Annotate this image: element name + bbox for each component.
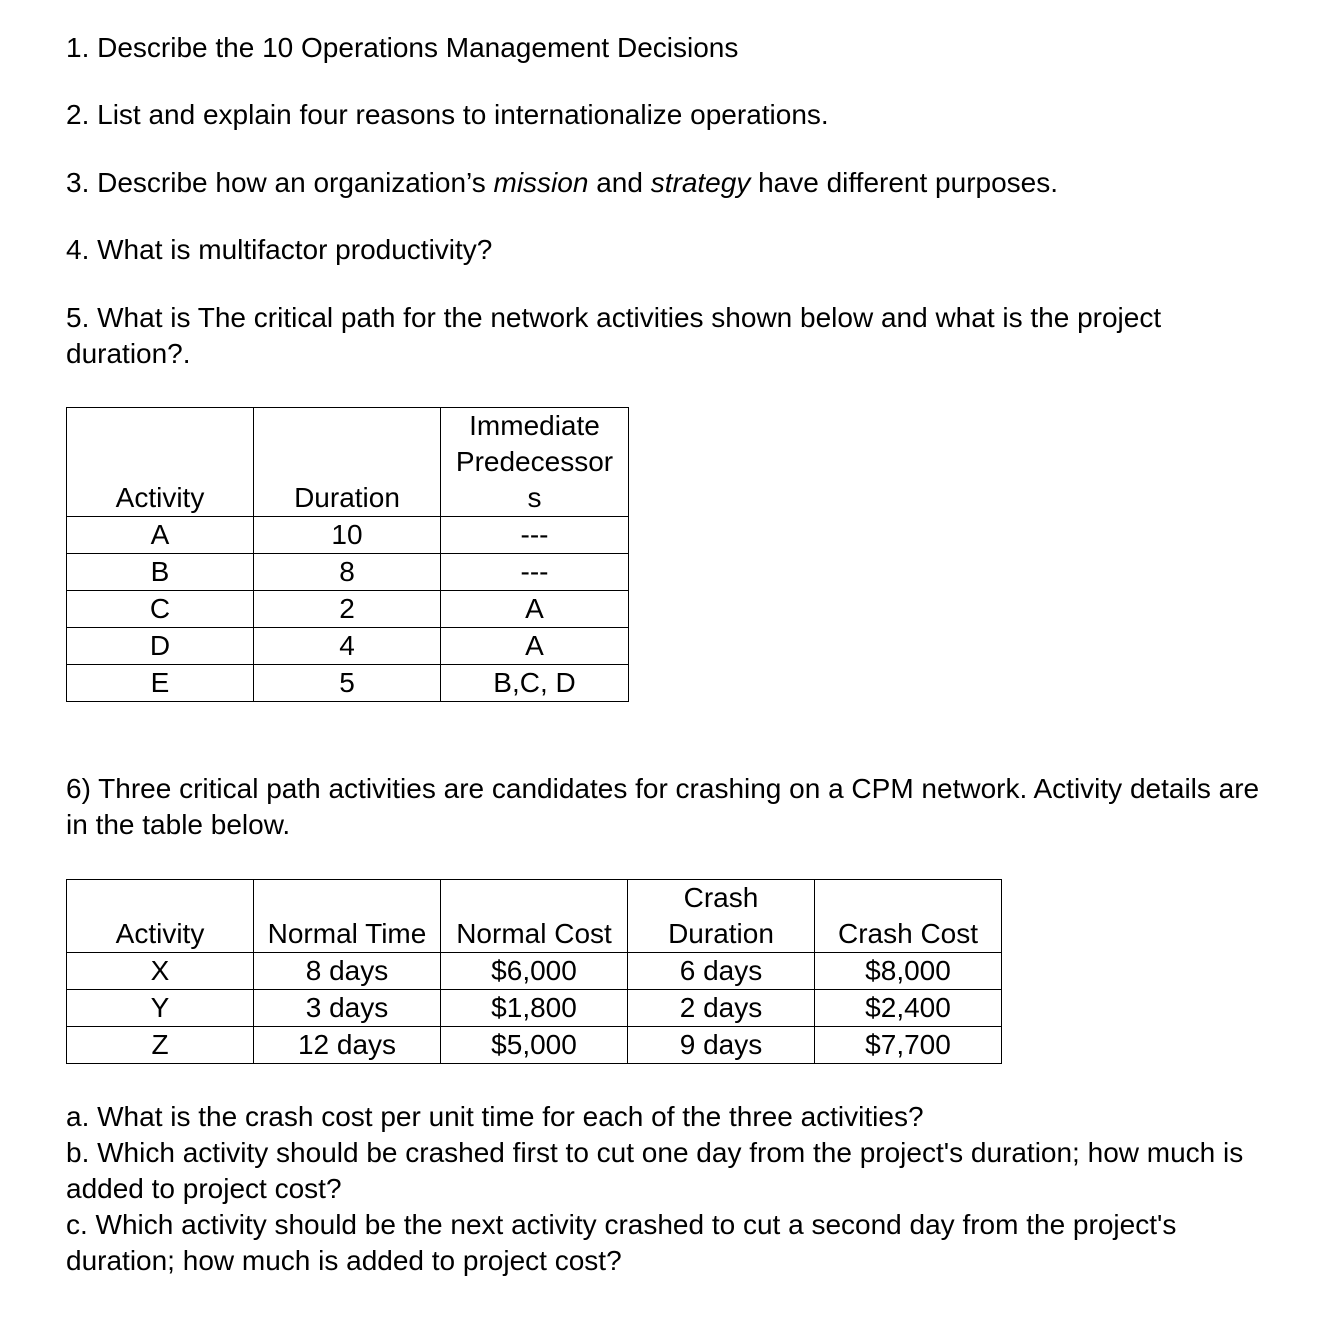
- question-3-suffix: have different purposes.: [750, 167, 1059, 198]
- question-6-parts: [66, 1099, 1286, 1279]
- header-pred-line3: s: [527, 482, 542, 513]
- part-a: a. What is the crash cost per unit time for each of the three activities?: [66, 1101, 924, 1132]
- table-row: [67, 517, 629, 554]
- table-row: [67, 1027, 1002, 1064]
- cell-crash-cost: $7,700: [815, 1027, 1002, 1064]
- network-activities-table: [66, 407, 629, 702]
- header-pred-line1: Immediate: [469, 410, 600, 441]
- table-header-row: [67, 880, 1002, 953]
- cell-activity: X: [67, 953, 254, 990]
- question-6: 6) Three critical path activities are candidates for crashing on a CPM network. Activity details are in the table below.: [66, 773, 1260, 840]
- cell-predecessor: ---: [441, 517, 629, 554]
- cell-activity: Y: [67, 990, 254, 1027]
- header-duration: Duration: [254, 408, 441, 517]
- crashing-activities-table: [66, 879, 1002, 1064]
- cell-crash-cost: $2,400: [815, 990, 1002, 1027]
- cell-activity: C: [67, 591, 254, 628]
- cell-predecessor: B,C, D: [441, 665, 629, 702]
- question-2: 2. List and explain four reasons to internationalize operations.: [66, 99, 829, 130]
- cell-activity: E: [67, 665, 254, 702]
- table-row: [67, 554, 629, 591]
- cell-normal-cost: $5,000: [441, 1027, 628, 1064]
- header-immediate-predecessors: [441, 408, 629, 517]
- cell-activity: B: [67, 554, 254, 591]
- table-row: [67, 953, 1002, 990]
- header-crash-line1: Crash: [683, 882, 759, 913]
- table-row: [67, 990, 1002, 1027]
- header-pred-line2: Predecessor: [455, 446, 614, 477]
- cell-duration: 2: [254, 591, 441, 628]
- header-crash-line2: Duration: [668, 918, 774, 949]
- cell-crash-duration: 9 days: [628, 1027, 815, 1064]
- part-b: b. Which activity should be crashed first to cut one day from the project's duration; how much is added to project cost?: [66, 1137, 1244, 1204]
- question-4: 4. What is multifactor productivity?: [66, 234, 493, 265]
- part-c: c. Which activity should be the next activity crashed to cut a second day from the project's duration; how much is added to project cost?: [66, 1209, 1177, 1276]
- cell-duration: 4: [254, 628, 441, 665]
- cell-predecessor: A: [441, 628, 629, 665]
- cell-predecessor: ---: [441, 554, 629, 591]
- question-5: 5. What is The critical path for the network activities shown below and what is the project duration?.: [66, 302, 1162, 369]
- question-3-strategy: strategy: [650, 167, 751, 198]
- header-activity: Activity: [67, 880, 254, 953]
- question-3-middle: and: [588, 167, 651, 198]
- cell-duration: 8: [254, 554, 441, 591]
- cell-activity: A: [67, 517, 254, 554]
- question-3: [66, 165, 1058, 201]
- table-row: [67, 665, 629, 702]
- header-normal-time: Normal Time: [254, 880, 441, 953]
- header-crash-cost: Crash Cost: [815, 880, 1002, 953]
- table-row: [67, 591, 629, 628]
- cell-normal-time: 3 days: [254, 990, 441, 1027]
- cell-normal-time: 8 days: [254, 953, 441, 990]
- table-header-row: [67, 408, 629, 517]
- question-3-mission: mission: [493, 167, 589, 198]
- cell-crash-duration: 2 days: [628, 990, 815, 1027]
- cell-crash-duration: 6 days: [628, 953, 815, 990]
- cell-activity: D: [67, 628, 254, 665]
- cell-normal-cost: $1,800: [441, 990, 628, 1027]
- cell-normal-cost: $6,000: [441, 953, 628, 990]
- question-1: 1. Describe the 10 Operations Management Decisions: [66, 32, 739, 63]
- header-normal-cost: Normal Cost: [441, 880, 628, 953]
- header-crash-duration: [628, 880, 815, 953]
- question-3-prefix: 3. Describe how an organization’s: [66, 167, 494, 198]
- cell-duration: 10: [254, 517, 441, 554]
- cell-crash-cost: $8,000: [815, 953, 1002, 990]
- header-activity: Activity: [67, 408, 254, 517]
- cell-predecessor: A: [441, 591, 629, 628]
- cell-activity: Z: [67, 1027, 254, 1064]
- cell-normal-time: 12 days: [254, 1027, 441, 1064]
- cell-duration: 5: [254, 665, 441, 702]
- table-row: [67, 628, 629, 665]
